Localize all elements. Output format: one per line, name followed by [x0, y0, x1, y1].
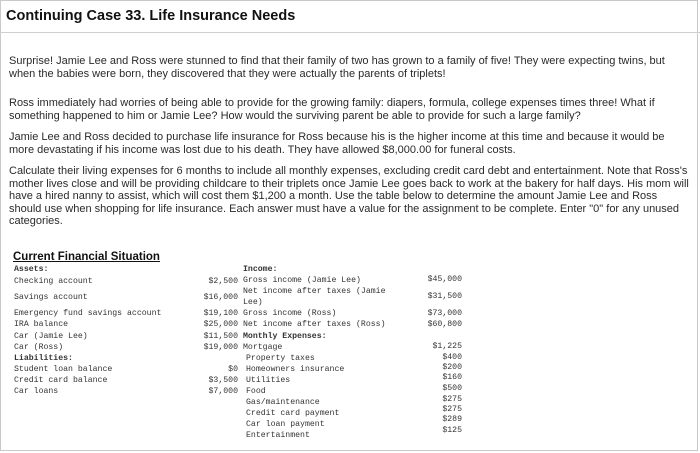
liabilities-heading: Liabilities: — [14, 354, 73, 363]
expenses-heading: Monthly Expenses: — [243, 332, 327, 341]
asset-label: Car (Ross) — [14, 343, 64, 352]
asset-value: $25,000 — [203, 320, 238, 329]
liability-value: $3,500 — [208, 376, 238, 385]
expense-label: Entertainment — [246, 431, 310, 440]
expense-label: Food — [246, 387, 266, 396]
expense-label: Credit card payment — [246, 409, 340, 418]
expense-value: $275 — [442, 395, 462, 404]
expense-label: Car loan payment — [246, 420, 325, 429]
income-value: $73,000 — [427, 309, 462, 318]
expense-value: $160 — [442, 373, 462, 382]
assets-heading: Assets: — [14, 265, 49, 274]
title-bar — [0, 0, 700, 33]
section-title: Current Financial Situation — [13, 251, 160, 263]
asset-label: Savings account — [14, 293, 88, 302]
asset-label: Emergency fund savings account — [14, 309, 162, 318]
expense-value: $400 — [442, 353, 462, 362]
income-label: Net income after taxes (Ross) — [243, 320, 386, 329]
expense-value: $275 — [442, 405, 462, 414]
expense-label: Mortgage — [243, 343, 283, 352]
expense-value: $500 — [442, 384, 462, 393]
income-label: Net income after taxes (Jamie — [243, 287, 386, 296]
expense-value: $1,225 — [432, 342, 462, 351]
asset-value: $19,000 — [203, 343, 238, 352]
expense-value: $200 — [442, 363, 462, 372]
liability-value: $0 — [228, 365, 238, 374]
liability-label: Car loans — [14, 387, 59, 396]
paragraph-instructions: Calculate their living expenses for 6 months to include all monthly expenses, excluding credit card debt and entertainment. Note that Ross's mother lives close and will be providing childcare to their triplets once Jamie Lee goes back to work at the bakery for half days. His mom will have a hired nanny to assist, which will cost them $1,200 a month. Use the table below to determine the amount Jamie Lee and Ross should use when shopping for life insurance. Each answer must have a value for the assignment to be complete. Enter "0" for any unused categories. — [9, 165, 689, 227]
expense-value: $125 — [442, 426, 462, 435]
asset-label: IRA balance — [14, 320, 69, 329]
expense-value: $289 — [442, 415, 462, 424]
liability-value: $7,000 — [208, 387, 238, 396]
expense-label: Homeowners insurance — [246, 365, 345, 374]
income-value: $45,000 — [427, 275, 462, 284]
expense-label: Gas/maintenance — [246, 398, 320, 407]
income-label: Gross income (Jamie Lee) — [243, 276, 361, 285]
paragraph-intro: Surprise! Jamie Lee and Ross were stunned to find that their family of two has grown to a family of five! They were expecting twins, but when the babies were born, they discovered that they were actually the parents of triplets! — [9, 55, 665, 80]
asset-value: $2,500 — [208, 277, 238, 286]
page-title: Continuing Case 33. Life Insurance Needs — [6, 8, 296, 24]
asset-label: Checking account — [14, 277, 93, 286]
income-heading: Income: — [243, 265, 278, 274]
expense-label: Property taxes — [246, 354, 315, 363]
asset-value: $11,500 — [203, 332, 238, 341]
expense-label: Utilities — [246, 376, 291, 385]
paragraph-decision: Jamie Lee and Ross decided to purchase life insurance for Ross because his is the higher income at this time and because it would be more devastating if his income was lost due to his death. They have allowed $8,000.00 for funeral costs. — [9, 131, 665, 156]
asset-value: $16,000 — [203, 293, 238, 302]
asset-label: Car (Jamie Lee) — [14, 332, 88, 341]
income-label: Gross income (Ross) — [243, 309, 337, 318]
income-value: $60,800 — [427, 320, 462, 329]
income-value: $31,500 — [427, 292, 462, 301]
liability-label: Student loan balance — [14, 365, 113, 374]
paragraph-worries: Ross immediately had worries of being able to provide for the growing family: diapers, formula, college expenses times three! What if something happened to him or Jamie Lee? How would the surviving parent be able to provide for such a large family? — [9, 97, 655, 122]
income-label-continued: Lee) — [243, 298, 263, 307]
asset-value: $19,100 — [203, 309, 238, 318]
liability-label: Credit card balance — [14, 376, 108, 385]
